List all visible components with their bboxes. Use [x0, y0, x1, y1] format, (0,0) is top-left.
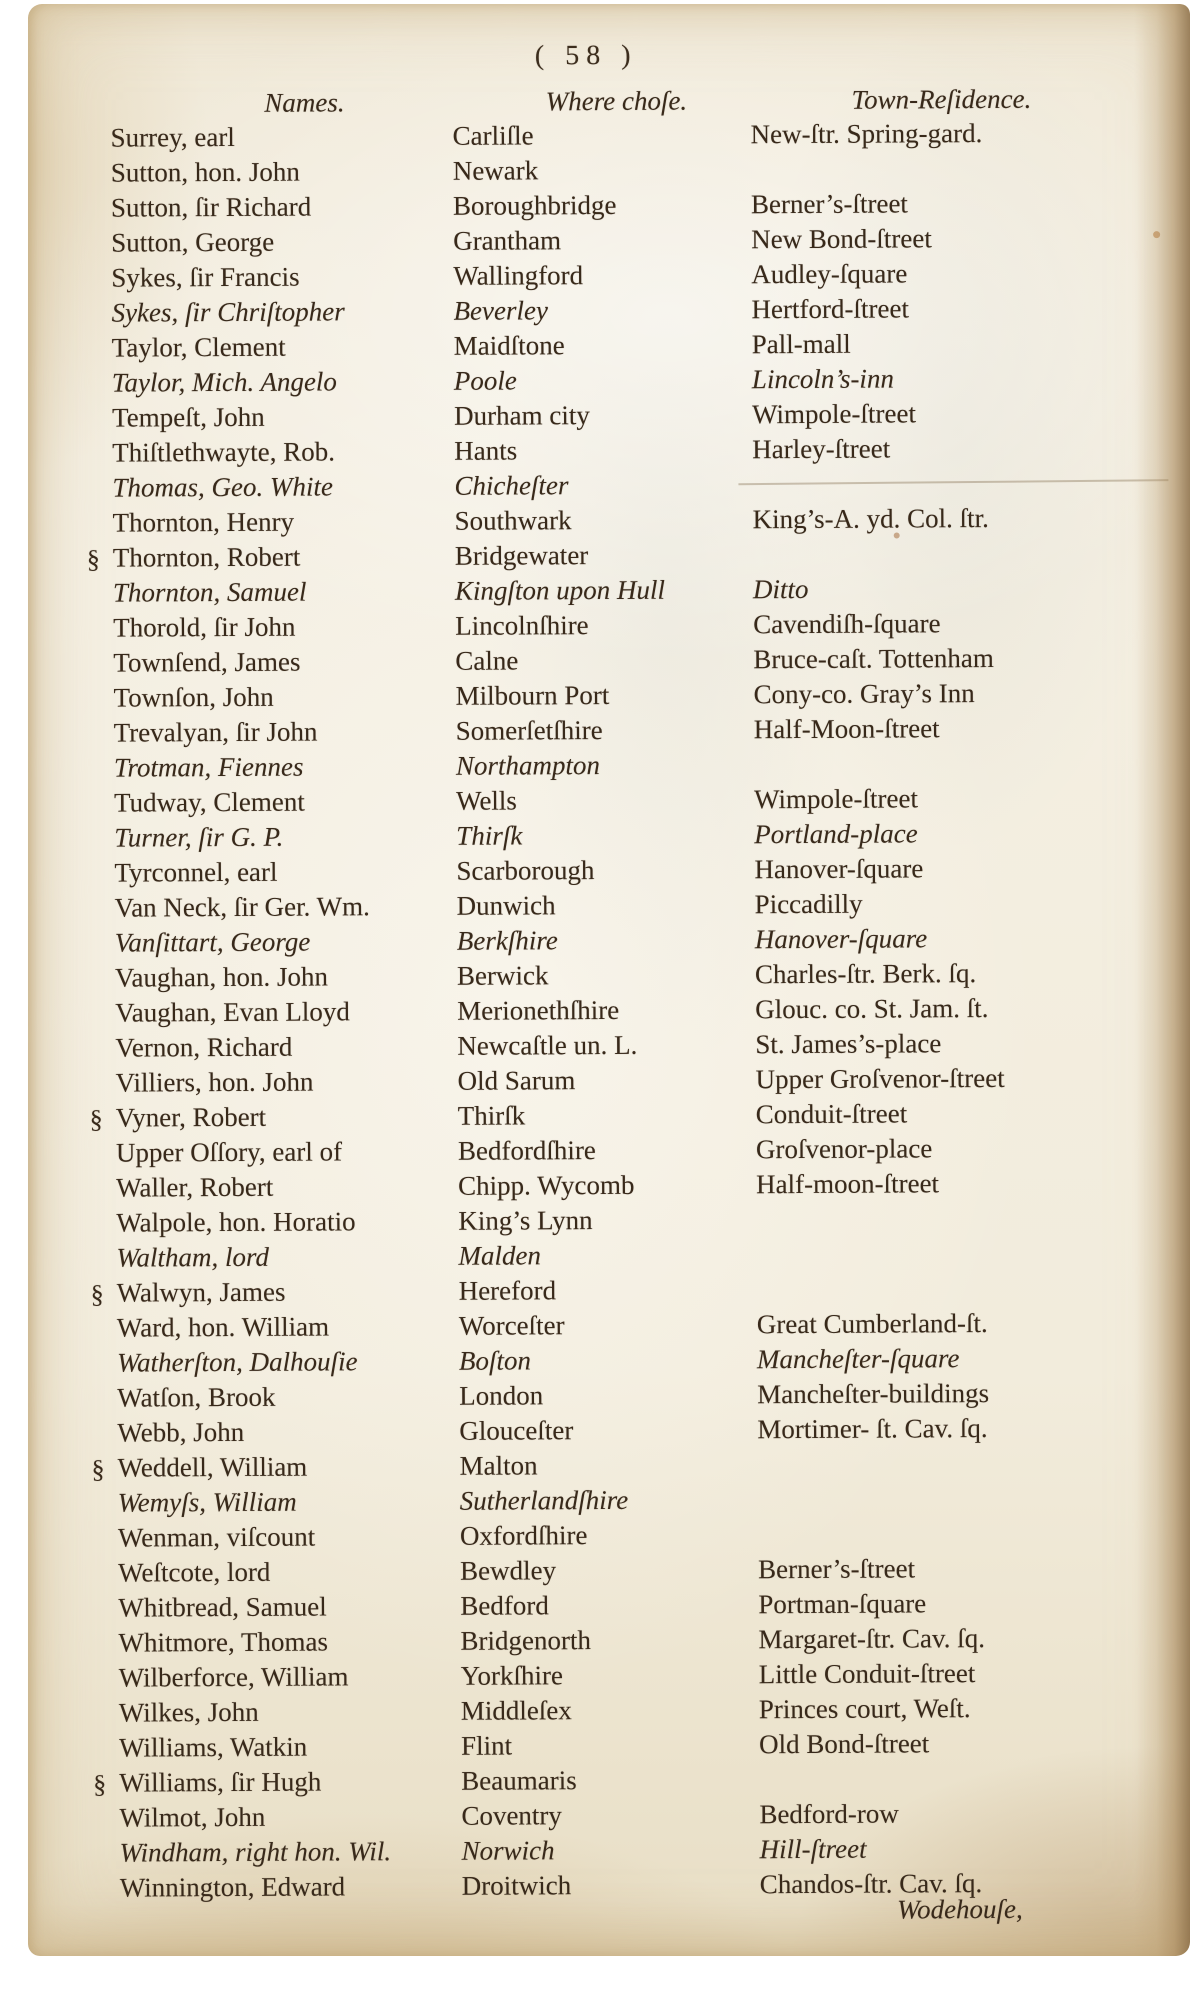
table-row: [30, 1235, 1190, 1276]
town-residence: Upper Groſvenor-ſtreet: [755, 1062, 1005, 1095]
where-chose: Northampton: [455, 750, 601, 781]
member-name: Tyrconnel, earl: [114, 856, 278, 888]
town-residence: Little Conduit-ſtreet: [758, 1658, 976, 1690]
where-chose: Coventry: [461, 1800, 562, 1831]
table-row: [31, 1270, 1190, 1311]
where-chose: Malden: [458, 1240, 542, 1271]
town-residence: Ditto: [752, 573, 809, 605]
where-chose: Boſton: [458, 1345, 532, 1376]
table-row: [33, 1655, 1190, 1696]
where-chose: Kingſton upon Hull: [454, 574, 666, 606]
where-chose: Wells: [456, 785, 517, 816]
member-name: Turner, ſir G. P.: [114, 821, 284, 853]
town-residence: New Bond-ſtreet: [751, 223, 932, 255]
member-name: Trotman, Fiennes: [113, 751, 304, 783]
where-chose: Wallingford: [453, 260, 584, 291]
section-mark: §: [86, 544, 100, 574]
where-chose: Somerſetſhire: [455, 715, 603, 746]
table-row: [33, 1795, 1190, 1836]
member-name: Williams, Watkin: [118, 1731, 308, 1763]
table-row: [32, 1620, 1190, 1661]
column-header-town-residence: Town-Reſidence.: [851, 83, 1032, 115]
member-name: Trevalyan, ſir John: [113, 716, 318, 748]
town-residence: Bedford-row: [759, 1798, 899, 1830]
member-name: Watſon, Brook: [117, 1381, 276, 1413]
member-name: Upper Oſſory, earl of: [115, 1136, 343, 1168]
book-page: [28, 4, 1190, 1956]
where-chose: Bedfordſhire: [457, 1135, 596, 1166]
town-residence: Hill-ſtreet: [759, 1833, 867, 1865]
section-mark: §: [89, 1104, 103, 1134]
where-chose: Chicheſter: [454, 470, 569, 501]
where-chose: Newcaſtle un. L.: [457, 1029, 638, 1061]
where-chose: Calne: [455, 645, 519, 676]
where-chose: Merionethſhire: [457, 994, 620, 1026]
member-name: Surrey, earl: [110, 121, 235, 153]
town-residence: Mancheſter-buildings: [757, 1378, 990, 1410]
member-name: Thornton, Robert §: [113, 539, 449, 576]
where-chose: Bedford: [460, 1590, 549, 1621]
town-residence: Mortimer- ſt. Cav. ſq.: [757, 1413, 988, 1445]
page-fore-edge: [1134, 4, 1190, 1956]
town-residence: Bruce-caſt. Tottenham: [753, 642, 994, 675]
column-header-where-chose: Where choſe.: [545, 85, 688, 117]
town-residence: Pall-mall: [751, 328, 851, 360]
member-name: Wilberforce, William: [118, 1661, 349, 1693]
where-chose: Malton: [459, 1450, 538, 1481]
town-residence: Hanover-ſquare: [754, 923, 928, 955]
table-row: [30, 1130, 1190, 1171]
where-chose: Berwick: [456, 960, 549, 991]
member-name: Wemyſs, William: [117, 1486, 297, 1518]
member-name: Wilkes, John: [118, 1696, 259, 1728]
where-chose: Milbourn Port: [455, 679, 610, 711]
table-row: [31, 1375, 1190, 1416]
member-name: Winnington, Edward: [119, 1871, 346, 1903]
table-row: [33, 1690, 1190, 1731]
member-name: Watherſton, Dalhouſie: [116, 1346, 358, 1378]
member-name: Weſtcote, lord: [118, 1556, 271, 1588]
where-chose: Middleſex: [460, 1695, 572, 1726]
town-residence: Wimpole-ſtreet: [751, 398, 916, 430]
member-name: Thorold, ſir John: [113, 611, 296, 643]
page-content: [28, 4, 1190, 1956]
member-name: Whitbread, Samuel: [118, 1591, 327, 1623]
table-row: [31, 1410, 1190, 1451]
town-residence: Audley-ſquare: [751, 258, 908, 290]
town-residence: Wimpole-ſtreet: [753, 783, 919, 815]
where-chose: Carliſle: [452, 120, 534, 151]
table-row: [31, 1305, 1190, 1346]
town-residence: St. James’s-place: [755, 1028, 942, 1060]
member-name: Weddell, William §: [117, 1449, 453, 1486]
town-residence: New-ſtr. Spring-gard.: [750, 118, 983, 150]
member-name: Williams, ſir Hugh §: [119, 1764, 455, 1801]
where-chose: Thirſk: [457, 1100, 526, 1131]
section-mark: §: [91, 1454, 105, 1484]
town-residence: Harley-ſtreet: [752, 433, 891, 465]
member-name: Webb, John: [117, 1416, 245, 1448]
member-name: Wenman, viſcount: [117, 1521, 316, 1553]
member-name: Walpole, hon. Horatio: [116, 1206, 356, 1238]
member-name: Sykes, ſir Chriſtopher: [111, 296, 345, 328]
town-residence: Glouc. co. St. Jam. ſt.: [755, 993, 989, 1025]
where-chose: Bridgewater: [454, 540, 589, 571]
table-row: [32, 1515, 1190, 1556]
member-name: Whitmore, Thomas: [118, 1626, 329, 1658]
where-chose: Boroughbridge: [452, 189, 617, 221]
town-residence: Half-Moon-ſtreet: [753, 713, 940, 745]
member-name: Vyner, Robert §: [116, 1099, 452, 1136]
table-row: [33, 1830, 1190, 1871]
table-row: [32, 1585, 1190, 1626]
table-row: [31, 1445, 1190, 1486]
member-name: Ward, hon. William: [116, 1311, 330, 1343]
member-name: Tudway, Clement: [114, 786, 305, 818]
member-rows: [28, 115, 1190, 1906]
town-residence: Piccadilly: [754, 888, 863, 920]
member-name: Taylor, Clement: [111, 331, 286, 363]
member-name: Tempeſt, John: [111, 401, 265, 433]
town-residence: Hertford-ſtreet: [751, 293, 910, 325]
table-row: [32, 1480, 1190, 1521]
town-residence: Cony-co. Gray’s Inn: [753, 678, 975, 710]
member-name: Sutton, George: [111, 226, 275, 258]
where-chose: Hants: [454, 435, 518, 466]
page-number: ( 58 ): [534, 39, 638, 72]
member-name: Vernon, Richard: [115, 1031, 293, 1063]
where-chose: Maidſtone: [453, 330, 565, 361]
town-residence: Princes court, Weſt.: [758, 1693, 971, 1725]
member-name: Thiſtlethwayte, Rob.: [112, 436, 336, 468]
member-name: Thornton, Henry: [112, 506, 295, 538]
member-name: Walwyn, James §: [117, 1274, 453, 1311]
town-residence: Portman-ſquare: [758, 1588, 927, 1620]
where-chose: Sutherlandſhire: [459, 1484, 629, 1516]
town-residence: Half-moon-ſtreet: [756, 1168, 940, 1200]
where-chose: Newark: [452, 155, 539, 186]
where-chose: Droitwich: [461, 1870, 572, 1901]
where-chose: Grantham: [453, 225, 562, 256]
member-name: Sykes, ſir Francis: [111, 261, 300, 293]
where-chose: King’s Lynn: [458, 1205, 593, 1236]
where-chose: Berkſhire: [456, 925, 558, 956]
town-residence: Lincoln’s-inn: [751, 363, 894, 395]
where-chose: Flint: [460, 1730, 513, 1761]
town-residence: King’s-A. yd. Col. ſtr.: [752, 503, 989, 535]
where-chose: Beverley: [453, 295, 549, 326]
town-residence: Portland-place: [754, 818, 918, 850]
member-name: Wilmot, John: [119, 1801, 266, 1833]
member-name: Waltham, lord: [116, 1241, 270, 1273]
where-chose: Thirſk: [456, 820, 523, 851]
table-row: [32, 1550, 1190, 1591]
town-residence: Margaret-ſtr. Cav. ſq.: [758, 1623, 986, 1655]
catchword: Wodehouſe,: [896, 1893, 1023, 1925]
town-residence: Berner’s-ſtreet: [758, 1553, 916, 1585]
where-chose: Lincolnſhire: [455, 610, 589, 641]
table-row: [30, 1165, 1190, 1206]
town-residence: Mancheſter-ſquare: [756, 1343, 960, 1375]
member-name: Thomas, Geo. White: [112, 471, 333, 503]
where-chose: London: [459, 1380, 544, 1411]
where-chose: Oxfordſhire: [459, 1520, 588, 1551]
foxing-speck: [894, 532, 900, 538]
where-chose: Bridgenorth: [460, 1625, 592, 1656]
member-name: Vaughan, hon. John: [114, 961, 329, 993]
where-chose: Hereford: [458, 1275, 557, 1306]
member-name: Townſend, James: [113, 646, 301, 678]
where-chose: Glouceſter: [459, 1415, 574, 1446]
member-name: Vaughan, Evan Lloyd: [115, 996, 350, 1028]
where-chose: Beaumaris: [461, 1765, 577, 1796]
where-chose: Bewdley: [460, 1555, 557, 1586]
town-residence: Chandos-ſtr. Cav. ſq.: [759, 1868, 983, 1900]
where-chose: Southwark: [454, 505, 572, 536]
where-chose: Worceſter: [458, 1310, 565, 1341]
where-chose: Dunwich: [456, 890, 556, 921]
where-chose: Durham city: [453, 400, 590, 431]
member-name: Townſon, John: [113, 681, 274, 713]
town-residence: Cavendiſh-ſquare: [753, 608, 941, 640]
member-name: Thornton, Samuel: [112, 576, 307, 608]
town-residence: Old Bond-ſtreet: [758, 1728, 930, 1760]
member-name: Van Neck, ſir Ger. Wm.: [114, 891, 370, 923]
member-name: Sutton, hon. John: [110, 156, 300, 188]
table-row: [31, 1340, 1190, 1381]
table-row: [33, 1760, 1190, 1801]
section-mark: §: [90, 1279, 104, 1309]
town-residence: Conduit-ſtreet: [755, 1098, 908, 1130]
member-name: Vanſittart, George: [114, 926, 311, 958]
town-residence: Great Cumberland-ſt.: [756, 1308, 988, 1340]
table-row: [33, 1725, 1190, 1766]
where-chose: Chipp. Wycomb: [458, 1169, 635, 1201]
member-name: Villiers, hon. John: [115, 1066, 314, 1098]
town-residence: Charles-ſtr. Berk. ſq.: [754, 958, 977, 990]
member-name: Waller, Robert: [116, 1171, 274, 1203]
table-row: [30, 1200, 1190, 1241]
table-row: [30, 1095, 1190, 1136]
member-name: Taylor, Mich. Angelo: [111, 366, 337, 398]
where-chose: Norwich: [461, 1835, 555, 1866]
town-residence: Groſvenor-place: [755, 1133, 933, 1165]
town-residence: Hanover-ſquare: [754, 853, 924, 885]
town-residence: Berner’s-ſtreet: [750, 188, 908, 220]
where-chose: Old Sarum: [457, 1065, 576, 1096]
member-name: Sutton, ſir Richard: [110, 191, 312, 223]
where-chose: Poole: [453, 365, 517, 396]
where-chose: Yorkſhire: [460, 1660, 564, 1691]
where-chose: Scarborough: [456, 855, 595, 886]
section-mark: §: [93, 1769, 107, 1799]
column-header-names: Names.: [264, 87, 345, 118]
member-name: Windham, right hon. Wil.: [119, 1836, 392, 1868]
